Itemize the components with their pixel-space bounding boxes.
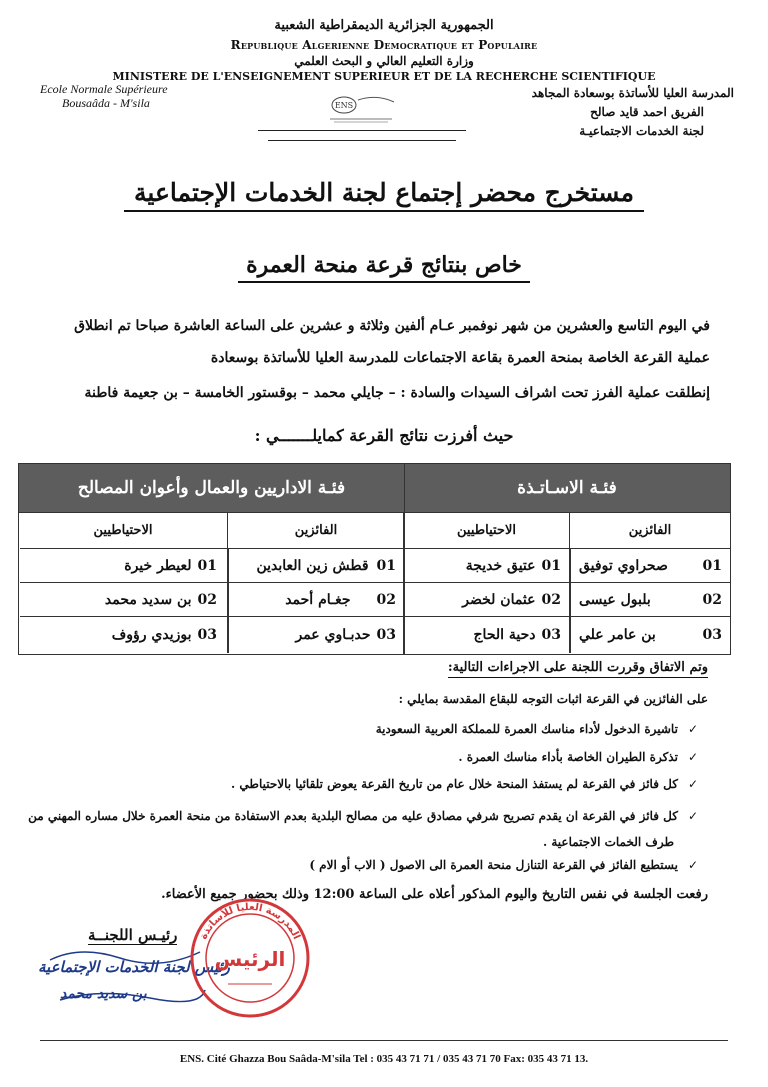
checkmark-icon: ✓ [687,750,698,764]
logo-text: ENS [334,101,354,110]
teachers-row-3-num: 03 [702,627,722,643]
decisions-heading: وتم الاتفاق وقررت اللجنة على الاجراءات التالية: [448,660,708,675]
teachers-row-3-winner: بن عامر علي [579,627,656,643]
school-ar-line1: المدرسة العليا للأساتذة بوسعادة المجاهد [531,86,734,100]
school-name-arabic [434,84,734,141]
republic-french: Republique Algerienne Democratique et Populaire [230,38,538,52]
teachers-row-1-reserve: عتيق خديجة [465,557,536,574]
teachers-row-2-num: 02 [702,591,722,608]
stamp-center: الرئيس [214,947,286,971]
staff-winners-header: الفائزين [227,512,404,548]
staff-row-2-reserve: بن سديد محمد [104,591,192,608]
ministry-french: MINISTERE DE L'ENSEIGNEMENT SUPERIEUR ET DE LA RECHERCHE SCIENTIFIQUE [112,70,656,83]
intro-line-3: إنطلقت عملية الفرز تحت اشراف السيدات والسادة : – جايلي محمد – بوقستور الخامسة – بن جعيمة فاطنة [84,385,710,401]
school-fr-line2: Bousaâda - M'sila [62,96,150,110]
school-name-french [40,82,168,110]
staff-table [18,463,405,655]
intro-line-1: في اليوم التاسع والعشرين من شهر نوفمبر عـام ألفين وثلاثة و عشرين على الساعة العاشرة صباحا تم انطلاق [74,318,710,334]
decision-item-1: ✓تاشيرة الدخول لأداء مناسك العمرة للمملكة العربية السعودية [375,722,698,736]
school-fr-line1: Ecole Normale Supérieure [40,82,168,96]
ministry-arabic: وزارة التعليم العالي و البحث العلمي [294,54,474,68]
staff-row-3-num: 03 [376,627,396,643]
teachers-reserves-header: الاحتياطيين [404,512,570,548]
header-divider-2 [268,140,456,141]
staff-row-2-reserve-num: 02 [197,591,217,608]
official-stamp-icon [188,896,312,1020]
staff-reserves-header: الاحتياطيين [19,512,228,548]
staff-table-title: فئـة الاداريين والعمال وأعوان المصالح [19,464,404,513]
checkmark-icon: ✓ [687,858,698,872]
footer-divider [40,1040,728,1041]
handwritten-signature-line2: بن سديد محمد [60,986,147,1002]
signature-scribble-icon [40,940,210,1010]
committee-president-title: رئيـس اللجنــة [88,926,178,944]
staff-row-2-winner: جغـام أحمد [285,591,351,608]
teachers-row-1-winner: صحراوي توفيق [579,557,668,574]
closing-statement: رفعت الجلسة في نفس التاريخ واليوم المذكور أعلاه على الساعة 12:00 وذلك بحضور جميع الأعضاء. [161,887,708,902]
svg-text:المدرسة العليا للأساتذة [198,902,302,941]
teachers-table-title: فئـة الاسـاتـذة [404,464,730,513]
school-ar-line2: الفريق احمد قايد صالح [590,105,704,119]
staff-row-3-winner: حدبـاوي عمر [295,627,371,643]
staff-row-1-winner: قطش زين العابدين [256,557,369,574]
decision-item-5: ✓يستطيع الفائز في القرعة التنازل منحة العمرة الى الاصول ( الاب أو الام ) [309,858,698,872]
teachers-row-3-reserve-num: 03 [541,627,561,643]
staff-row-3-reserve: بوزيدي رؤوف [111,627,192,643]
document-subtitle: خاص بنتائج قرعة منحة العمرة [0,252,768,278]
decision-item-2: ✓تذكرة الطيران الخاصة بأداء مناسك العمرة . [458,750,698,764]
teachers-winners-header: الفائزين [569,512,730,548]
staff-row-2-num: 02 [376,591,396,608]
teachers-row-2-reserve: عثمان لخضر [462,591,536,608]
decision-item-4: ✓كل فائز في القرعة ان يقدم تصريح شرفي مصادق عليه من مصالح البلدية بعدم الاستفادة من منحة العمرة خلال مساره المهني من طرف الخمات الاجتماعية . [28,803,698,855]
teachers-row-3-reserve: دحية الحاج [473,627,536,643]
teachers-table [403,463,731,655]
footer-contact: ENS. Cité Ghazza Bou Saâda-M'sila Tel : 035 43 71 71 / 035 43 71 70 Fax: 035 43 71 13. [179,1053,589,1065]
checkmark-icon: ✓ [687,722,698,736]
staff-row-1-num: 01 [376,557,396,574]
republic-arabic: الجمهورية الجزائرية الديمقراطية الشعبية [274,18,494,33]
decision-item-3: ✓كل فائز في القرعة لم يستفذ المنحة خلال عام من تاريخ القرعة يعوض تلقائيا بالاحتياطي . [231,777,698,791]
results-heading: حيث أفرزت نتائج القرعة كمايلـــــــي : [254,426,514,445]
staff-row-1-reserve-num: 01 [197,557,217,574]
teachers-row-2-reserve-num: 02 [541,591,561,608]
teachers-row-1-reserve-num: 01 [541,557,561,574]
staff-row-1-reserve: لعيطر خيرة [124,557,192,574]
checkmark-icon: ✓ [687,809,698,823]
decision-item-4-continued: طرف الخمات الاجتماعية . [543,835,674,849]
stamp-text: المدرسة العليا للأساتذة [198,901,302,942]
teachers-row-2-winner: بلبول عيسى [579,591,651,608]
school-ar-line3: لجنة الخدمات الاجتماعيـة [579,124,704,138]
document-title: مستخرج محضر إجتماع لجنة الخدمات الإجتماعية [0,178,768,207]
staff-row-3-reserve-num: 03 [197,627,217,643]
handwritten-signature-line1: رئيس لجنة الخدمات الإجتماعية [38,958,230,976]
intro-line-2: عملية القرعة الخاصة بمنحة العمرة بقاعة الاجتماعات للمدرسة العليا للأساتذة بوسعادة [210,350,710,366]
teachers-row-1-num: 01 [702,557,722,574]
ens-logo-icon [322,92,398,126]
header-divider [258,130,466,131]
checkmark-icon: ✓ [687,777,698,791]
decisions-intro: على الفائزين في القرعة اثبات التوجه للبقاع المقدسة بمايلي : [398,692,708,706]
